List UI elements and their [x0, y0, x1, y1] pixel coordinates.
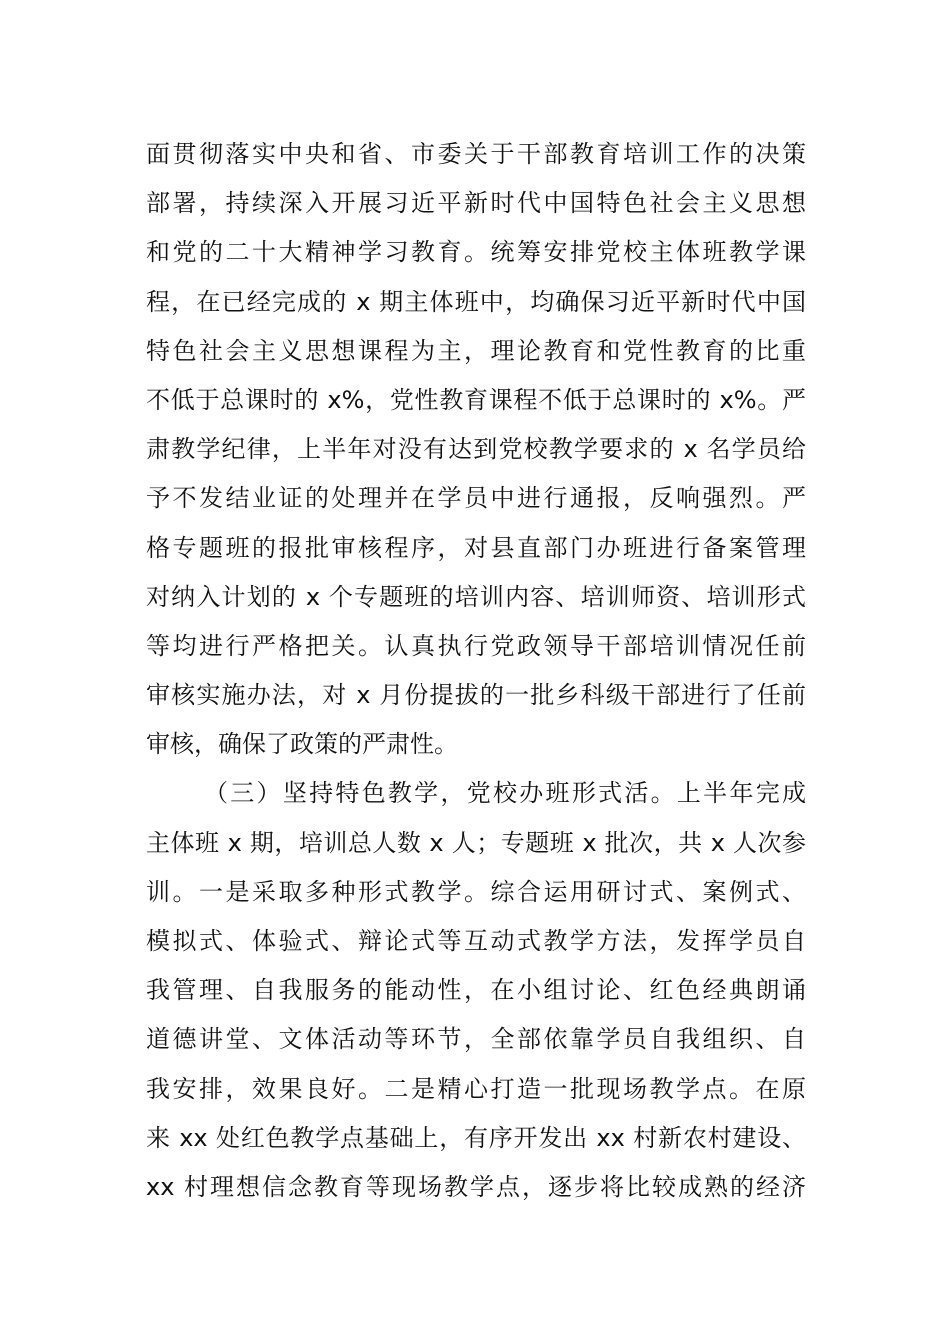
text-line-4: 程，在已经完成的 x 期主体班中，均确保习近平新时代中国 — [146, 287, 806, 316]
text-line-21: 来 xx 处红色教学点基础上，有序开发出 xx 村新农村建设、 — [146, 1123, 806, 1152]
section-heading-line: （三）坚持特色教学，党校办班形式活。上半年完成 — [204, 779, 806, 808]
text-line-11: 等均进行严格把关。认真执行党政领导干部培训情况任前 — [146, 631, 806, 660]
text-line-5: 特色社会主义思想课程为主，理论教育和党性教育的比重 — [146, 336, 806, 365]
text-line-1: 面贯彻落实中央和省、市委关于干部教育培训工作的决策 — [146, 140, 806, 168]
text-line-15: 主体班 x 期，培训总人数 x 人；专题班 x 批次，共 x 人次参 — [146, 828, 806, 857]
text-line-2: 部署，持续深入开展习近平新时代中国特色社会主义思想 — [146, 189, 806, 218]
text-line-20: 我安排，效果良好。二是精心打造一批现场教学点。在原 — [146, 1074, 806, 1103]
text-line-3: 和党的二十大精神学习教育。统筹安排党校主体班教学课 — [146, 238, 806, 267]
text-line-10: 对纳入计划的 x 个专题班的培训内容、培训师资、培训形式 — [146, 582, 806, 611]
body-text — [146, 130, 806, 1212]
text-line-9: 格专题班的报批审核程序，对县直部门办班进行备案管理 — [146, 533, 806, 562]
text-line-8: 予不发结业证的处理并在学员中进行通报，反响强烈。严 — [146, 484, 806, 513]
text-line-16: 训。一是采取多种形式教学。综合运用研讨式、案例式、 — [146, 877, 806, 906]
text-line-6: 不低于总课时的 x%，党性教育课程不低于总课时的 x%。严 — [146, 385, 806, 414]
text-line-18: 我管理、自我服务的能动性，在小组讨论、红色经典朗诵 — [146, 976, 806, 1005]
text-line-12: 审核实施办法，对 x 月份提拔的一批乡科级干部进行了任前 — [146, 681, 806, 710]
text-line-19: 道德讲堂、文体活动等环节，全部依靠学员自我组织、自 — [146, 1025, 806, 1054]
text-line-17: 模拟式、体验式、辩论式等互动式教学方法，发挥学员自 — [146, 927, 806, 955]
text-line-7: 肃教学纪律，上半年对没有达到党校教学要求的 x 名学员给 — [146, 435, 806, 464]
text-line-22: xx 村理想信念教育等现场教学点，逐步将比较成熟的经济 — [146, 1172, 806, 1201]
text-line-13: 审核，确保了政策的严肃性。 — [146, 730, 458, 759]
